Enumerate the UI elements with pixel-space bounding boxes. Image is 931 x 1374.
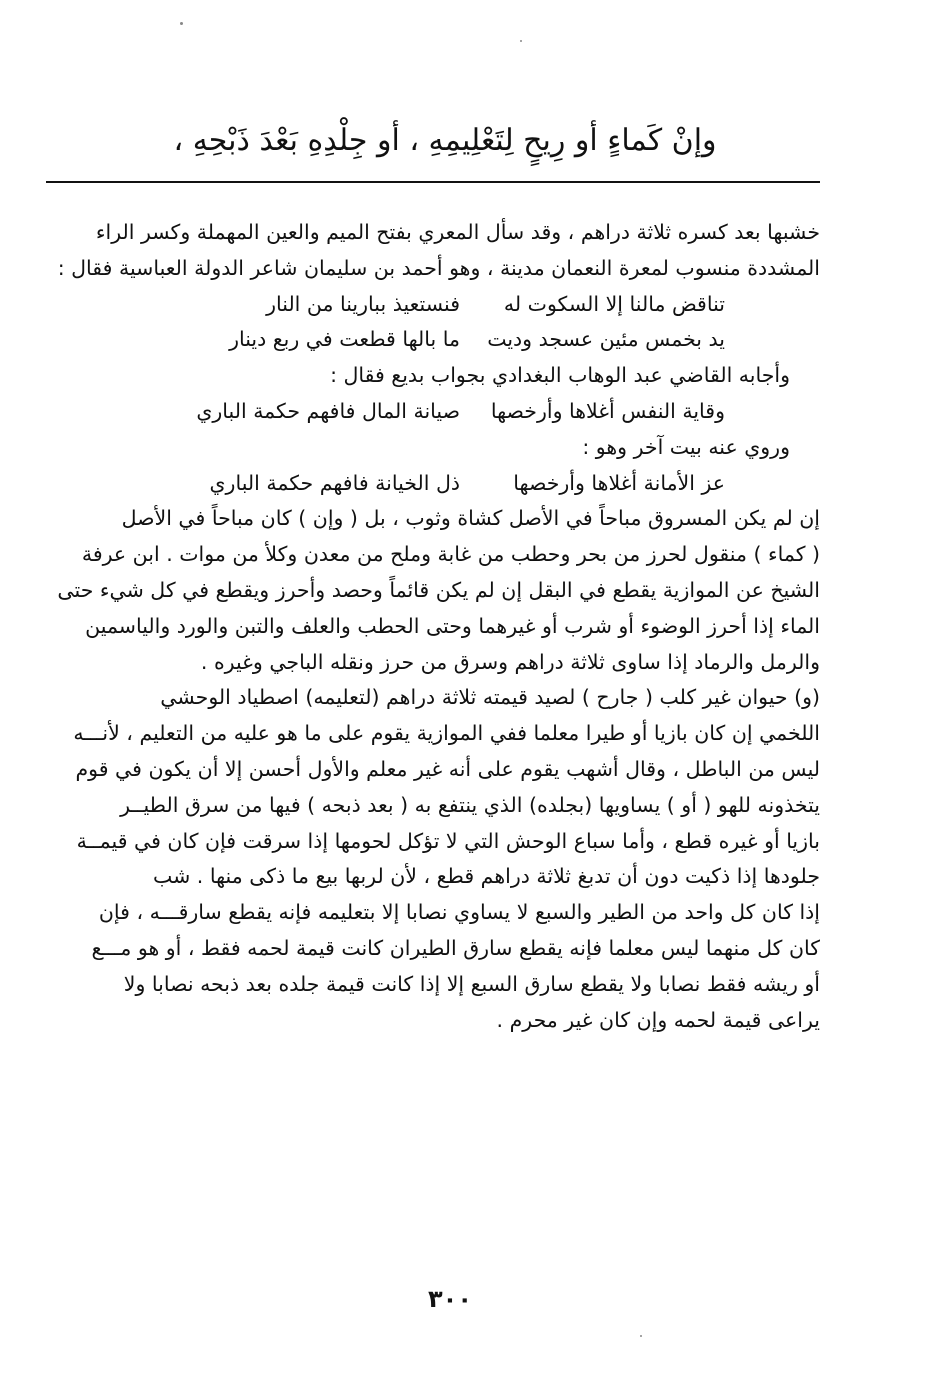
poem-verse (46, 394, 820, 430)
verse-intro: وروي عنه بيت آخر وهو : (582, 434, 790, 459)
verse-second-hemistich: صيانة المال فافهم حكمة الباري (196, 398, 460, 423)
text-line: بازيا أو غيره قطع ، وأما سباع الوحش التي لا تؤكل لحومها إذا سرقت فإن كان في قيمــة (76, 828, 820, 853)
text-line: المشددة منسوب لمعرة النعمان مدينة ، وهو أحمد بن سليمان شاعر الدولة العباسية فقال : (57, 255, 820, 280)
text-line: والرمل والرماد إذا ساوى ثلاثة دراهم وسرق من حرز ونقله الباجي وغيره . (200, 649, 820, 674)
text-line: أو ريشه فقط نصابا ولا يقطع سارق السبع إلا إذا كانت قيمة جلده بعد ذبحه نصابا ولا (123, 971, 820, 996)
poem-verse (46, 322, 820, 358)
verse-second-hemistich: ذل الخيانة فافهم حكمة الباري (209, 470, 460, 495)
poem-verse (46, 466, 820, 502)
page-header-verse: وإنْ كَماءٍ أو رِيحٍ لِتَعْلِيمِهِ ، أو جِلْدِهِ بَعْدَ ذَبْحِهِ ، (173, 123, 717, 158)
text-line: كان كل منهما ليس معلما فإنه يقطع سارق الطيران كانت قيمة لحمه فقط ، أو هو مـــع (91, 935, 820, 960)
text-line: خشبها بعد كسره ثلاثة دراهم ، وقد سأل المعري بفتح الميم والعين المهملة وكسر الراء (95, 220, 820, 244)
verse-first-hemistich: تناقض مالنا إلا السكوت له (503, 291, 725, 316)
text-line: إن لم يكن المسروق مباحاً في الأصل كشاة وثوب ، بل ( وإن ) كان مباحاً في الأصل (121, 506, 820, 531)
text-line: إذا كان كل واحد من الطير والسبع لا يساوي نصابا إلا بتعليمه فإنه يقطع سارقـــه ، فإن (98, 900, 820, 925)
paragraph (46, 680, 820, 1038)
text-line: جلودها إذا ذكيت دون أن تدبغ ثلاثة دراهم قطع ، لأن لربها بيع ما ذكى منها . شب (152, 864, 820, 889)
scan-speck (640, 1335, 642, 1337)
verse-intro: وأجابه القاضي عبد الوهاب البغدادي بجواب بديع فقال : (330, 363, 790, 388)
text-line: اللخمي إن كان بازيا أو طيرا معلما ففي الموازية يقوم على ما هو عليه من التعليم ، لأنـــه (73, 721, 820, 746)
text-line: الشيخ عن الموازية يقطع في البقل إن لم يكن قائماً وحصد وأحرز ويقطع في كل شيء حتى (57, 577, 820, 602)
verse-first-hemistich: وقاية النفس أغلاها وأرخصها (490, 398, 725, 423)
text-line: الماء إذا أحرز الوضوء أو شرب أو غيرهما وحتى الحطب والعلف والتبن والورد والياسمين (85, 613, 820, 638)
text-line: (و) حيوان غير كلب ( جارح ) لصيد قيمته ثلاثة دراهم (لتعليمه) اصطياد الوحشي (160, 685, 820, 710)
verse-second-hemistich: ما بالها قطعت في ربع دينار (229, 327, 460, 352)
paragraph (46, 501, 820, 680)
verse-first-hemistich: يد بخمس مئين عسجد وديت (487, 327, 725, 352)
page-number: ٣٠٠ (428, 1285, 472, 1313)
text-line: ليس من الباطل ، وقال أشهب يقوم على أنه غير معلم والأول أحسن إلا أن يكون في قوم (75, 756, 820, 781)
poem-verse (46, 287, 820, 323)
text-line: يتخذونه للهو ( أو ) يساويها (بجلده) الذي ينتفع به ( بعد ذبحه ) فيها من سرق الطيــر (120, 792, 820, 817)
verse-second-hemistich: فنستعيذ ببارينا من النار (266, 291, 460, 316)
text-line: يراعى قيمة لحمه وإن كان غير محرم . (496, 1007, 820, 1032)
verse-first-hemistich: عز الأمانة أغلاها وأرخصها (513, 470, 725, 495)
header-divider (46, 181, 820, 183)
body-text (46, 215, 820, 1038)
scan-speck (520, 40, 522, 42)
scan-speck (180, 22, 183, 25)
text-line: ( كماء ) منقول لحرز من بحر وحطب من غابة وملح من معدن وكلأ من موات . ابن عرفة (81, 542, 820, 567)
